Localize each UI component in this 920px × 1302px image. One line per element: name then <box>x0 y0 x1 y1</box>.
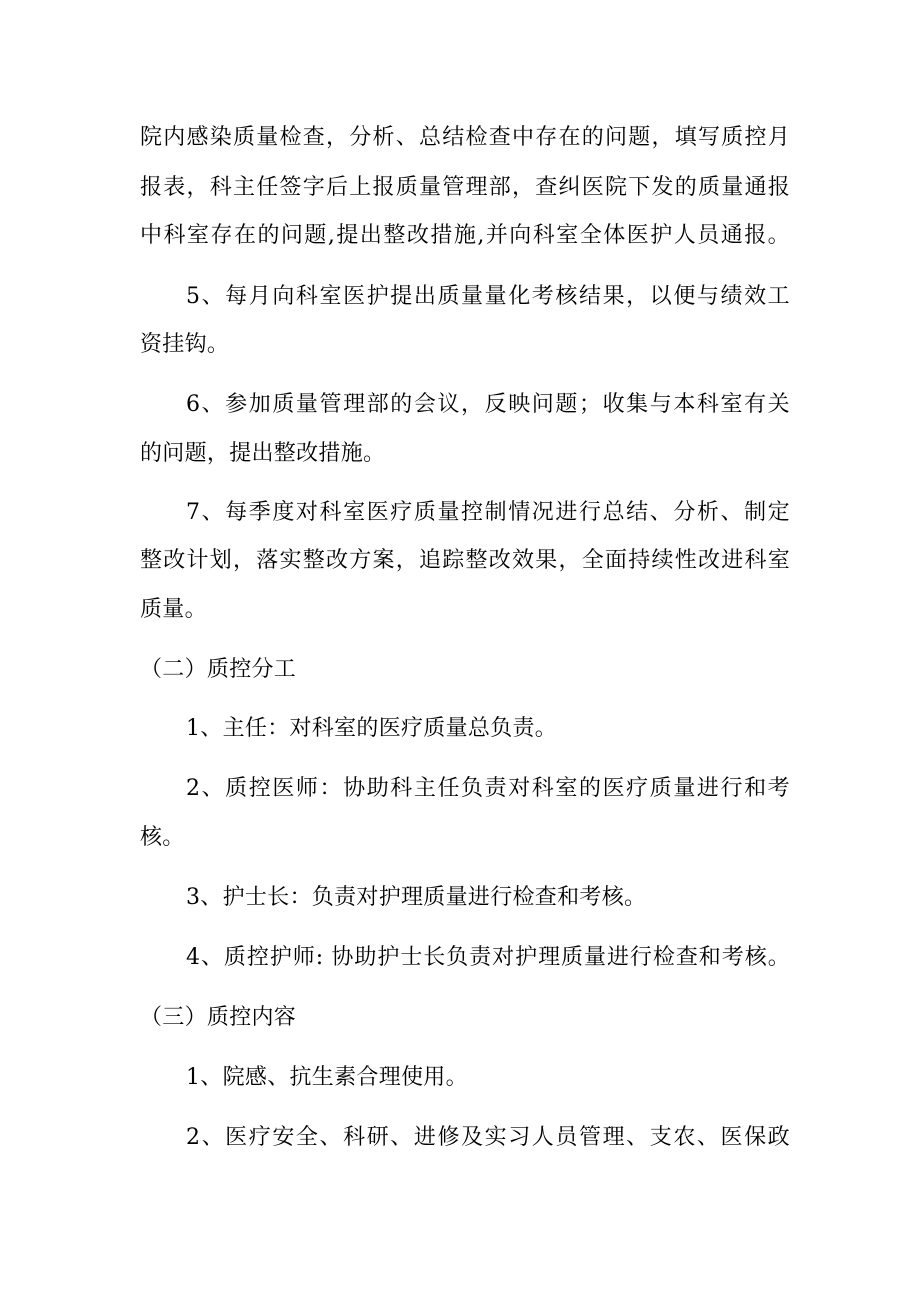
text-line: 的问题，提出整改措施。 <box>140 441 386 466</box>
section-heading: （二）质控分工 <box>140 657 297 682</box>
text-line: 7、每季度对科室医疗质量控制情况进行总结、分析、制定 <box>186 500 790 525</box>
text-line: 整改计划，落实整改方案，追踪整改效果，全面持续性改进科室 <box>140 548 790 573</box>
text-line: 核。 <box>140 825 185 850</box>
text-line: 4、质控护师: 协助护士长负责对护理质量进行检查和考核。 <box>186 945 790 970</box>
text-line: 1、主任：对科室的医疗质量总负责。 <box>186 716 558 741</box>
text-line: 质量。 <box>140 597 207 622</box>
text-line: 5、每月向科室医护提出质量量化考核结果，以便与绩效工 <box>186 284 790 309</box>
text-line: 资挂钩。 <box>140 332 230 357</box>
text-line: 院内感染质量检查，分析、总结检查中存在的问题，填写质控月 <box>140 125 790 150</box>
section-heading: （三）质控内容 <box>140 1005 297 1030</box>
text-line: 中科室存在的问题,提出整改措施,并向科室全体医护人员通报。 <box>140 223 790 248</box>
text-line: 报表，科主任签字后上报质量管理部，查纠医院下发的质量通报 <box>140 175 790 200</box>
text-line: 2、医疗安全、科研、进修及实习人员管理、支农、医保政 <box>186 1125 790 1150</box>
text-line: 2、质控医师：协助科主任负责对科室的医疗质量进行和考 <box>186 776 790 801</box>
text-line: 3、护士长：负责对护理质量进行检查和考核。 <box>186 885 647 910</box>
text-line: 6、参加质量管理部的会议，反映问题；收集与本科室有关 <box>186 392 790 417</box>
text-line: 1、院感、抗生素合理使用。 <box>186 1065 468 1090</box>
